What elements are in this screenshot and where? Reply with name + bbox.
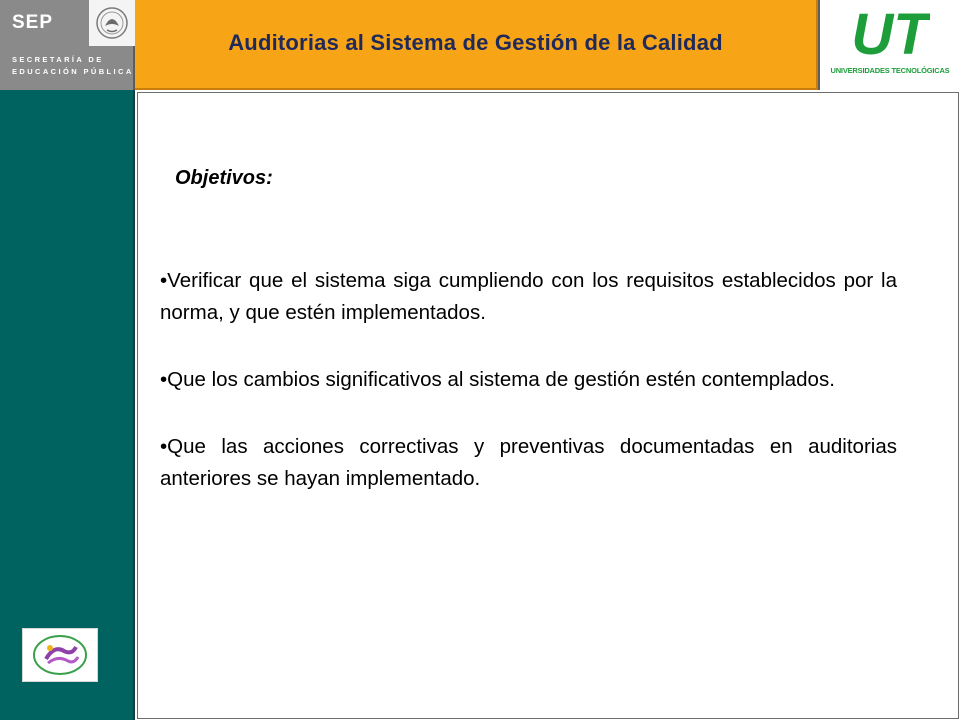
section-heading: Objetivos: (175, 167, 273, 189)
sep-subtitle-line2: EDUCACIÓN PÚBLICA (12, 67, 134, 76)
page-title: Auditorias al Sistema de Gestión de la Calidad (228, 30, 723, 55)
title-bar (135, 0, 818, 90)
ut-name: UNIVERSIDADES TECNOLÓGICAS (830, 66, 950, 75)
list-item: •Que las acciones correctivas y preventivas documentadas en auditorias anteriores se hayan implementado. (160, 435, 897, 490)
sidebar (0, 90, 135, 720)
sep-logo-block (0, 0, 135, 90)
list-item: •Verificar que el sistema siga cumpliendo con los requisitos establecidos por la norma, y que estén implementados. (160, 269, 897, 324)
institution-logo-icon (22, 628, 98, 682)
sep-subtitle (12, 54, 134, 78)
sep-subtitle-line1: SECRETARÍA DE (12, 55, 104, 64)
ut-logo-icon (850, 6, 930, 66)
ut-logo-block (818, 0, 960, 90)
national-seal-icon (89, 0, 135, 46)
ut-logo-text: UT (851, 6, 929, 62)
list-item: •Que los cambios significativos al sistema de gestión estén contemplados. (160, 368, 835, 391)
objectives-list (160, 265, 897, 530)
sep-logo: SEP (12, 12, 54, 33)
